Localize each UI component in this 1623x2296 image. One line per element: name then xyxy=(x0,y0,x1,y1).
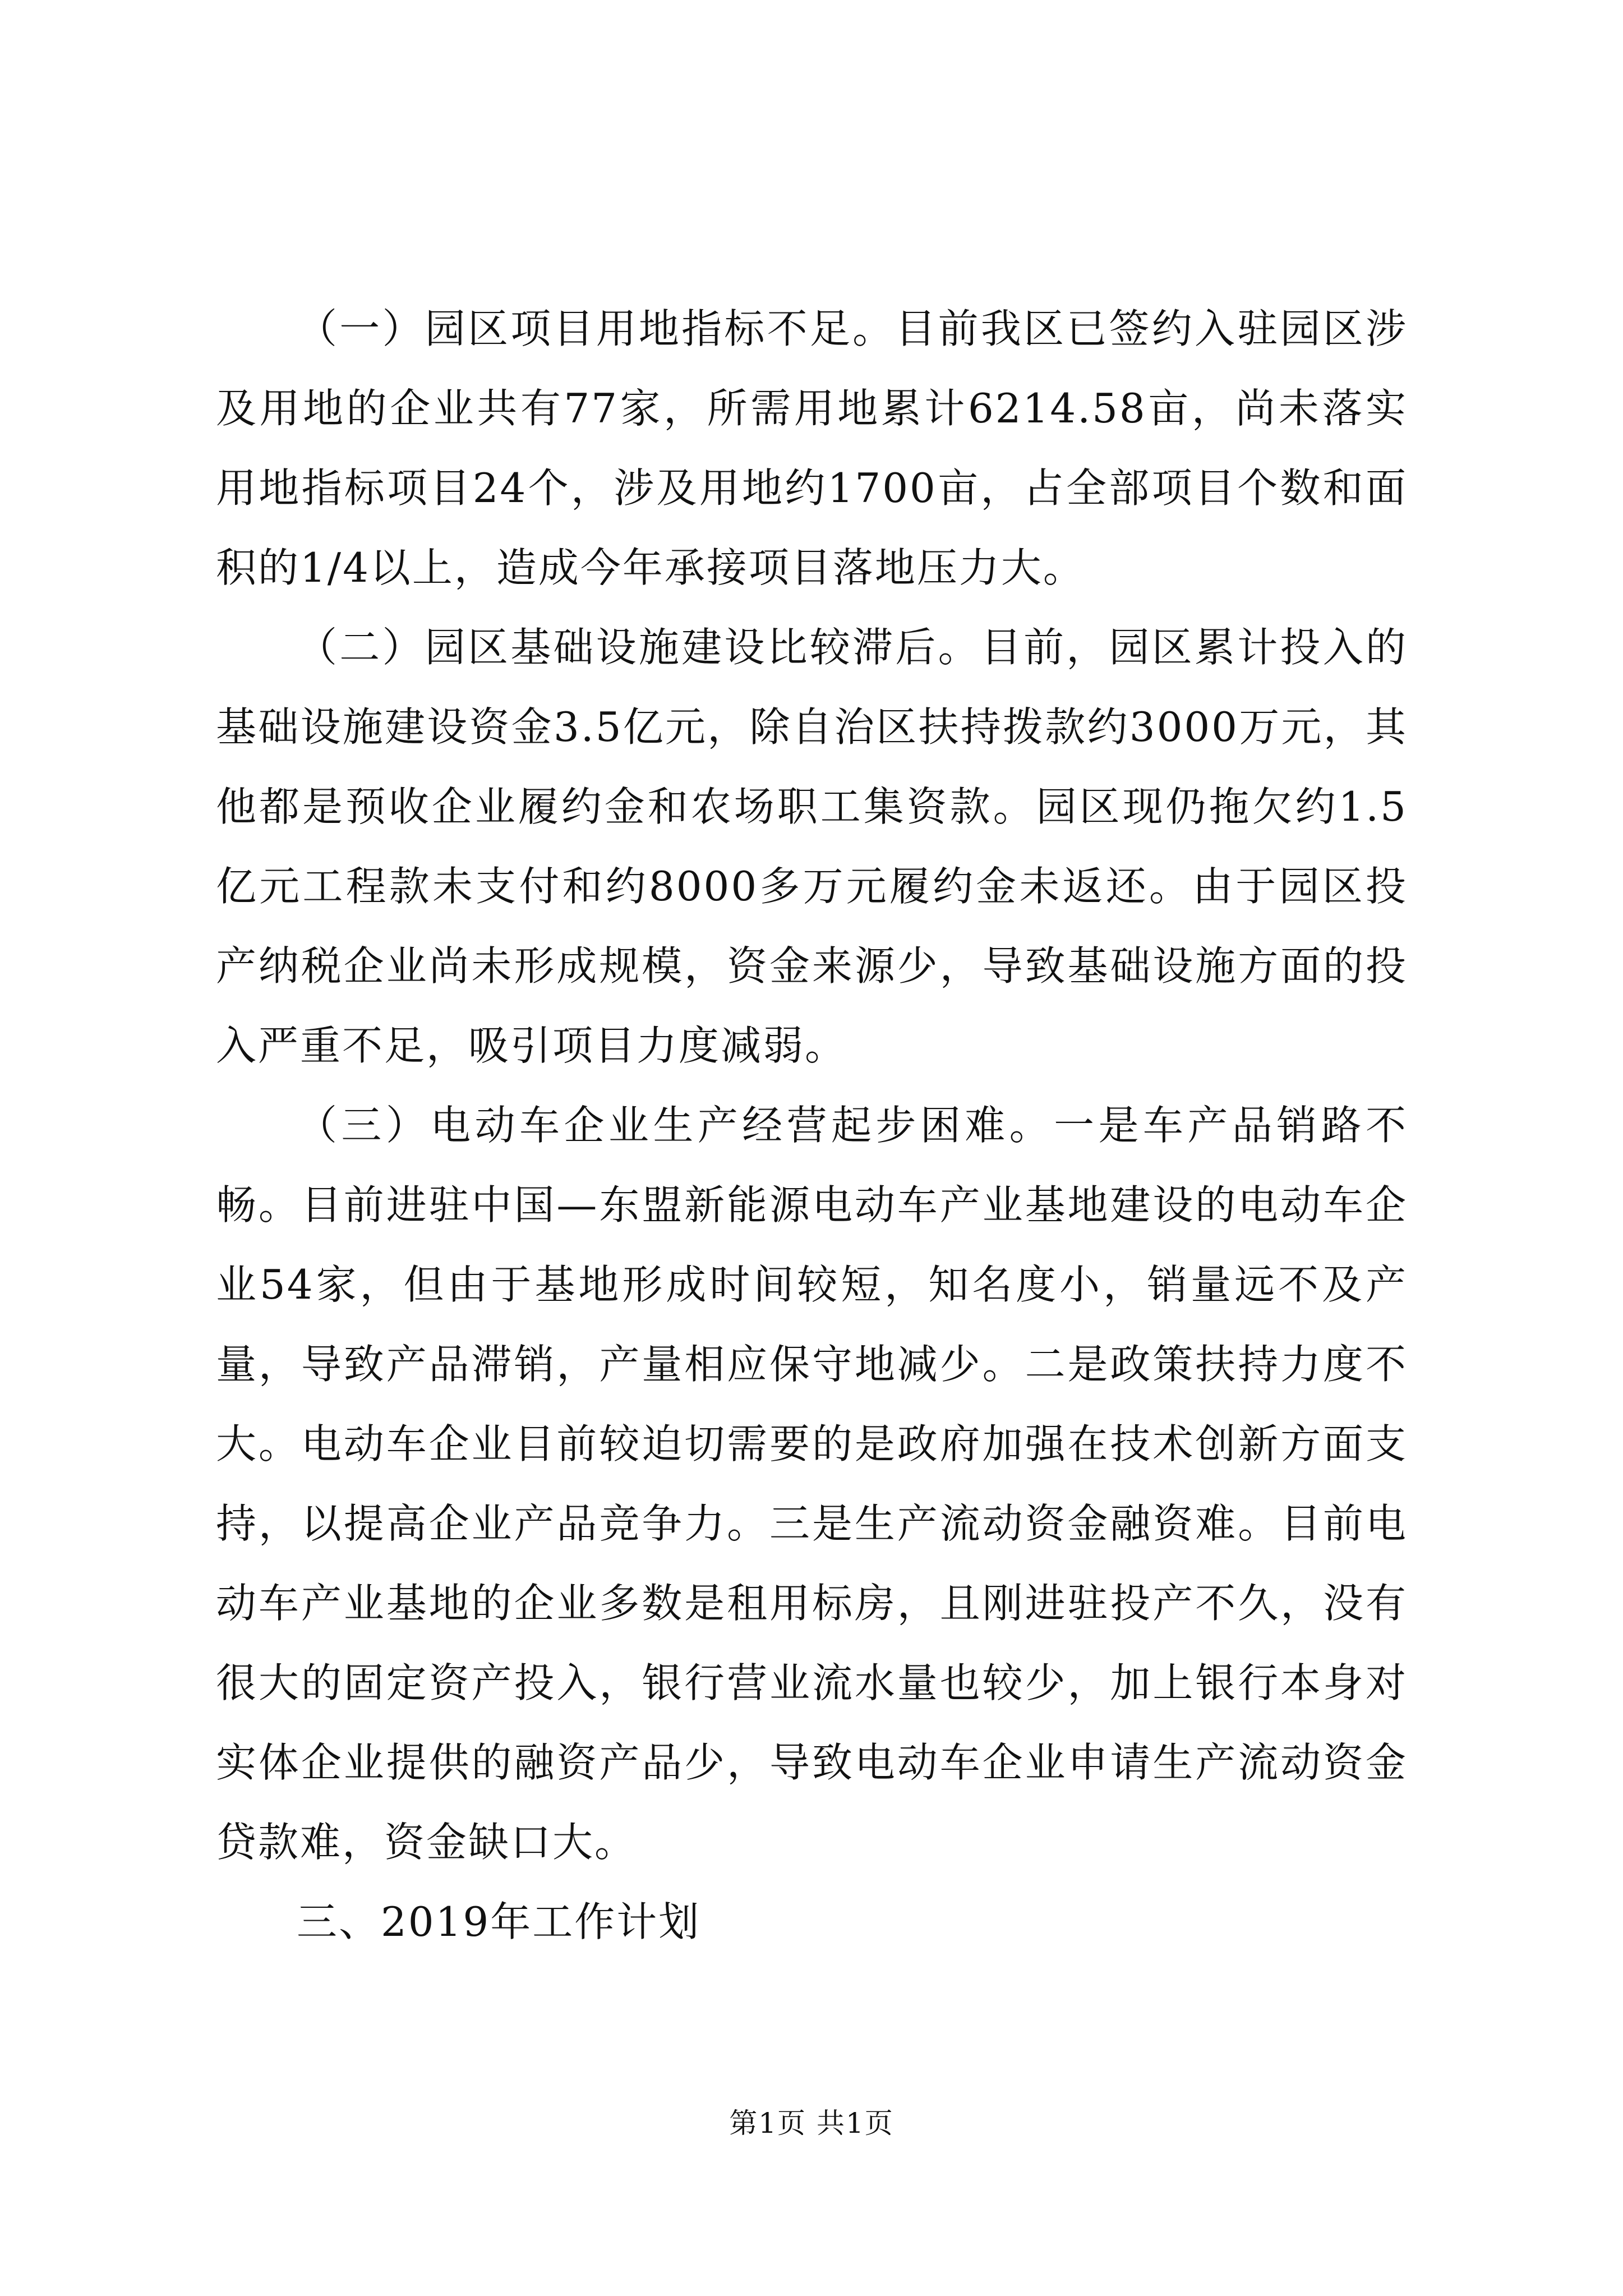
page-footer: 第1页 共1页 xyxy=(729,2107,894,2139)
paragraph-infrastructure: （二）园区基础设施建设比较滞后。目前，园区累计投入的基础设施建设资金3.5亿元，除自治区扶持拨款约3000万元，其他都是预收企业履约金和农场职工集资款。园区现仍拖欠约1.5亿元工程款未支付和约8000多万元履约金未返还。由于园区投产纳税企业尚未形成规模，资金来源少，导致基础设施方面的投入严重不足，吸引项目力度减弱。 xyxy=(216,624,1408,1069)
section-heading: 三、2019年工作计划 xyxy=(297,1898,701,1945)
paragraph-land-quota: （一）园区项目用地指标不足。目前我区已签约入驻园区涉及用地的企业共有77家，所需用地累计6214.58亩，尚未落实用地指标项目24个，涉及用地约1700亩，占全部项目个数和面积的1/4以上，造成今年承接项目落地压力大。 xyxy=(216,305,1408,591)
paragraph-ev-enterprises: （三）电动车企业生产经营起步困难。一是车产品销路不畅。目前进驻中国—东盟新能源电动车产业基地建设的电动车企业54家，但由于基地形成时间较短，知名度小，销量远不及产量，导致产品滞销，产量相应保守地减少。二是政策扶持力度不大。电动车企业目前较迫切需要的是政府加强在技术创新方面支持，以提高企业产品竞争力。三是生产流动资金融资难。目前电动车产业基地的企业多数是租用标房，且刚进驻投产不久，没有很大的固定资产投入，银行营业流水量也较少，加上银行本身对实体企业提供的融资产品少，导致电动车企业申请生产流动资金贷款难，资金缺口大。 xyxy=(216,1102,1408,1866)
document-body xyxy=(216,289,1408,1962)
